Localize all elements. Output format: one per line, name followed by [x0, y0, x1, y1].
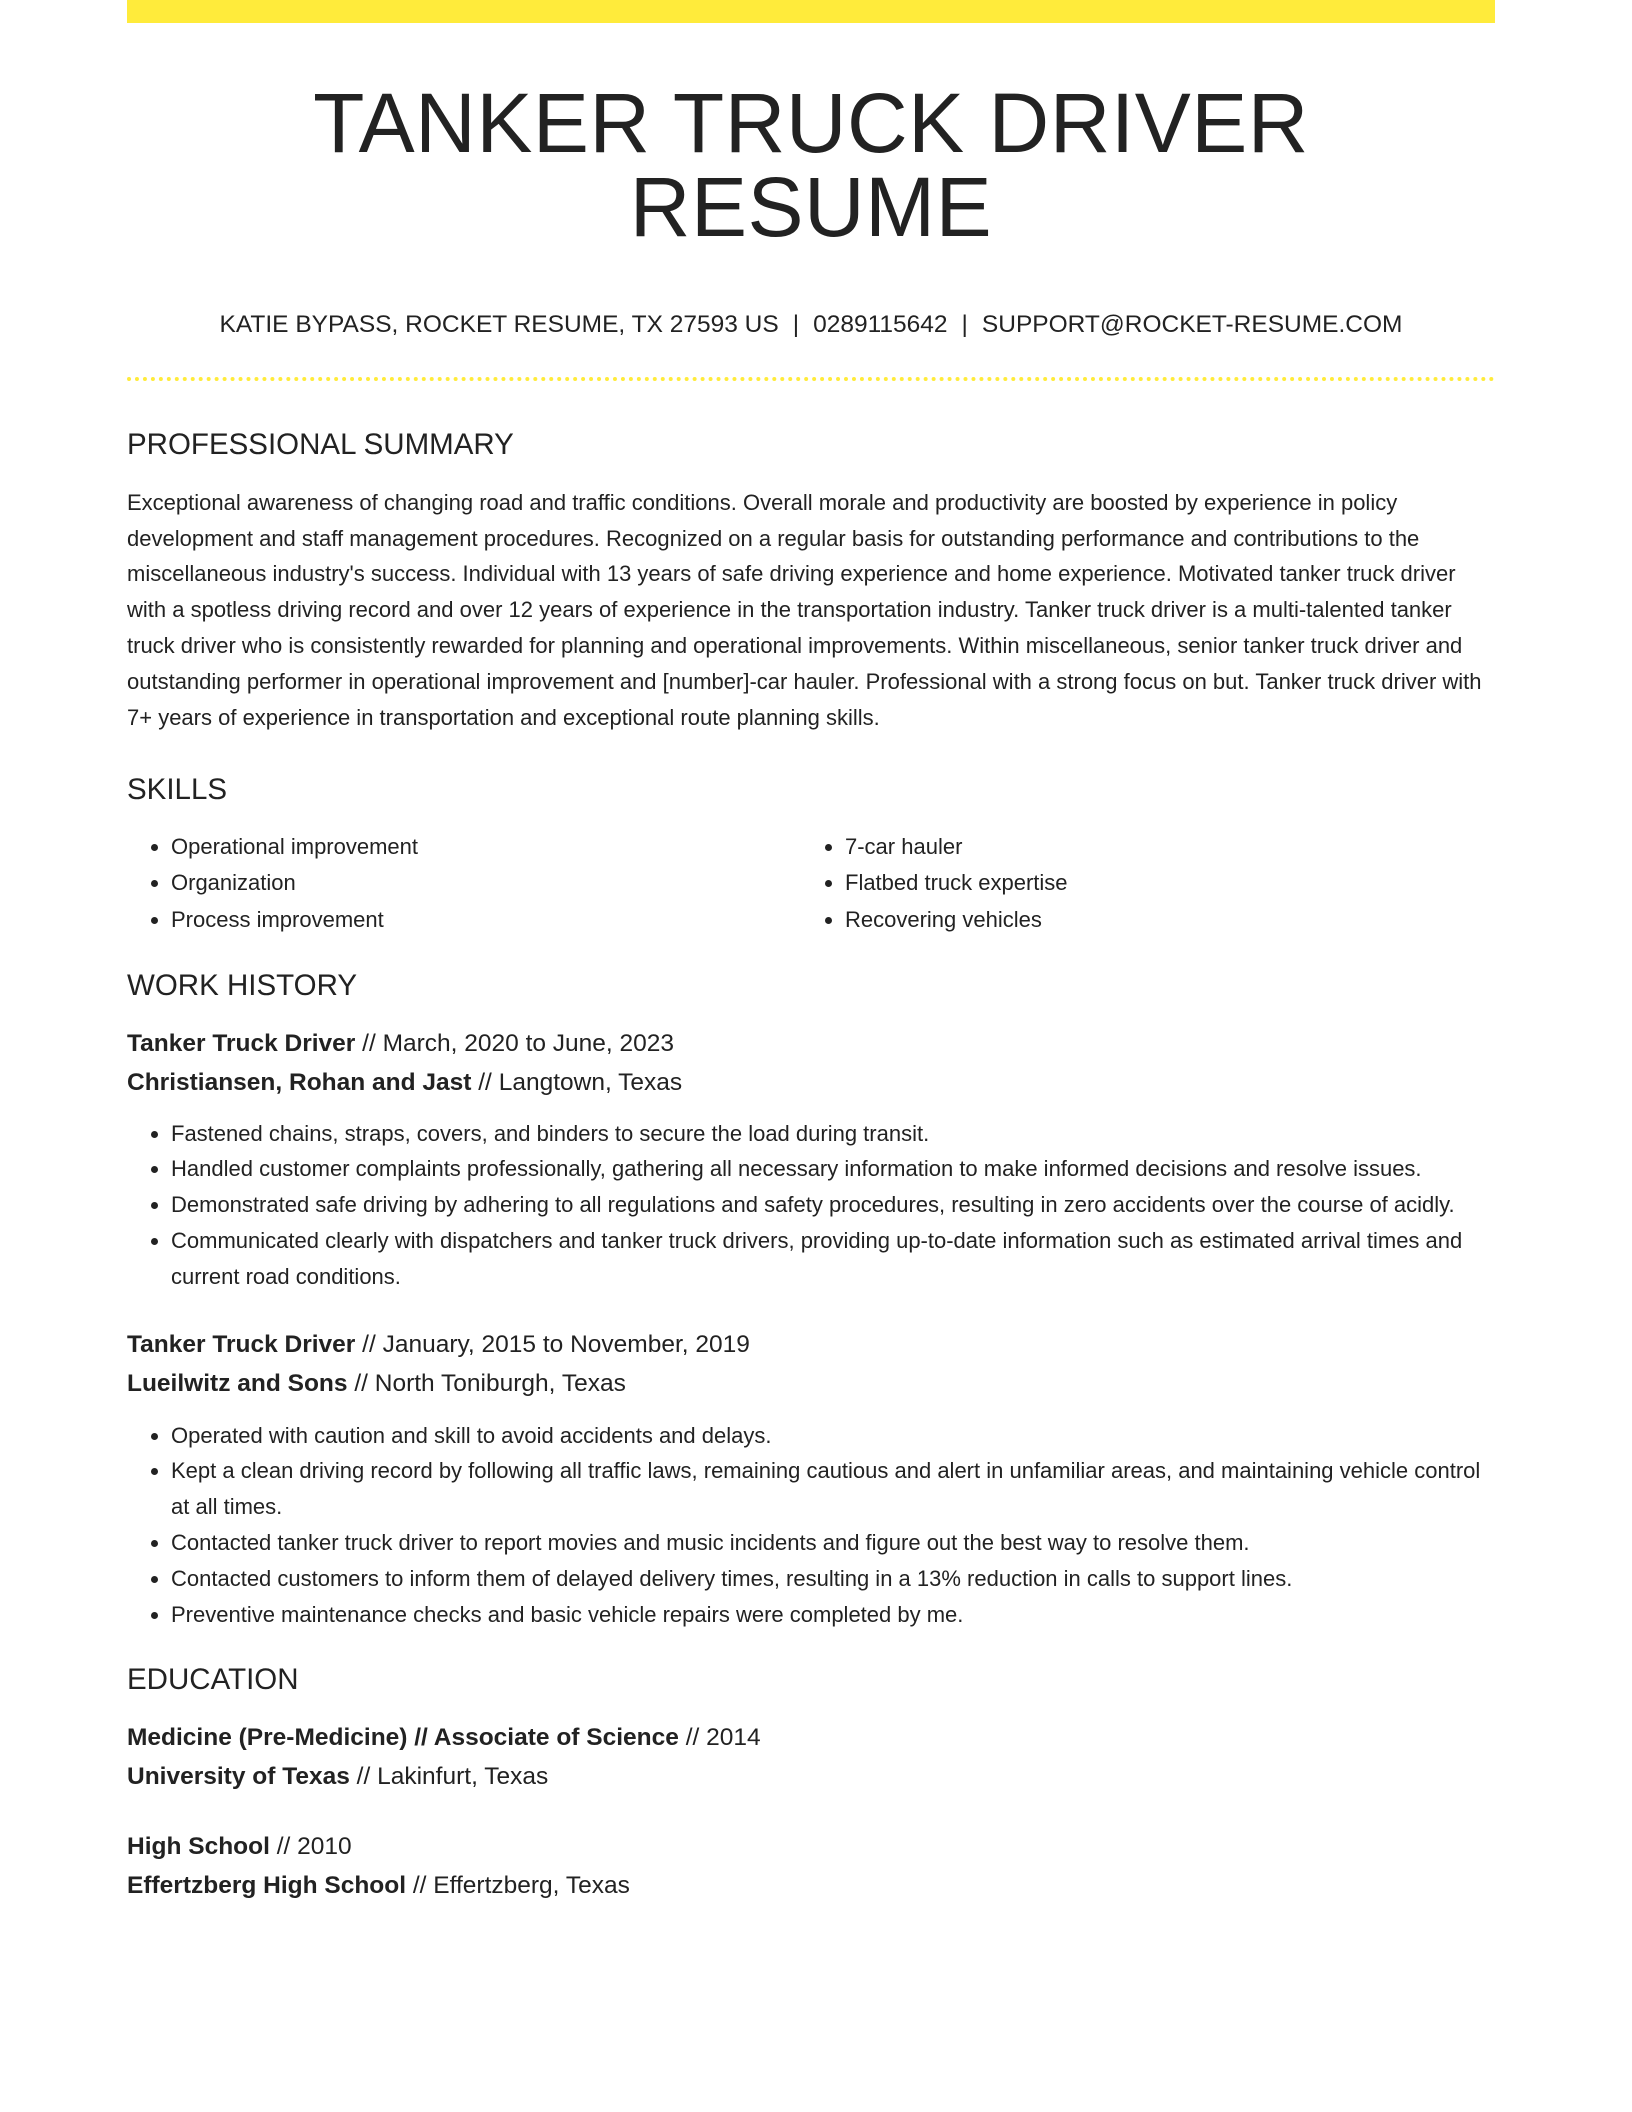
list-item: • Fastened chains, straps, covers, and binders to secure the load during transit.	[171, 1116, 1495, 1152]
contact-address: KATIE BYPASS, ROCKET RESUME, TX 27593 US	[219, 311, 779, 338]
list-item: • Kept a clean driving record by following all traffic laws, remaining cautious and alert in unfamiliar areas, and maintaining vehicle control at all times.	[171, 1453, 1495, 1525]
separator: //	[362, 1029, 376, 1057]
job-company-line	[127, 1364, 1495, 1404]
degree-line	[127, 1718, 1495, 1758]
separator: //	[412, 1872, 427, 1900]
skill-item: • Flatbed truck expertise	[845, 865, 1475, 902]
skills-heading: SKILLS	[127, 773, 228, 807]
separator: //	[685, 1723, 700, 1751]
job-company: Lueilwitz and Sons	[127, 1370, 348, 1398]
dotted-divider	[127, 377, 1495, 381]
school-line	[127, 1866, 1495, 1906]
separator: //	[478, 1069, 492, 1097]
contact-email: SUPPORT@ROCKET-RESUME.COM	[981, 311, 1403, 338]
skills-grid	[127, 829, 1495, 939]
education-entry	[127, 1827, 1495, 1906]
list-item: • Operated with caution and skill to avoid accidents and delays.	[171, 1418, 1495, 1454]
job-location: Langtown, Texas	[498, 1069, 683, 1097]
job-title: Tanker Truck Driver	[127, 1029, 356, 1057]
accent-bar	[127, 0, 1495, 23]
job-company: Christiansen, Rohan and Jast	[127, 1069, 472, 1097]
contact-separator: |	[961, 311, 968, 338]
job-title-line	[127, 1325, 1495, 1365]
degree: High School	[127, 1832, 270, 1860]
job-header	[127, 1024, 1495, 1103]
education-heading: EDUCATION	[127, 1663, 299, 1697]
school-location: Lakinfurt, Texas	[377, 1763, 549, 1791]
job-bullets	[127, 1116, 1495, 1295]
contact-line	[127, 310, 1495, 339]
school-line	[127, 1757, 1495, 1797]
school-location: Effertzberg, Texas	[433, 1872, 630, 1900]
education-entry	[127, 1718, 1495, 1797]
job-dates: January, 2015 to November, 2019	[382, 1330, 750, 1358]
job-dates: March, 2020 to June, 2023	[382, 1029, 675, 1057]
skills-list-right	[801, 829, 1475, 939]
contact-separator: |	[792, 311, 800, 338]
school: University of Texas	[127, 1763, 350, 1791]
page-title: TANKER TRUCK DRIVER RESUME	[313, 76, 1309, 254]
job-header	[127, 1325, 1495, 1404]
summary-heading: PROFESSIONAL SUMMARY	[127, 428, 514, 462]
degree-line	[127, 1827, 1495, 1867]
degree: Medicine (Pre-Medicine) // Associate of Science	[127, 1723, 679, 1751]
skill-item: • Operational improvement	[171, 829, 801, 866]
list-item: • Contacted customers to inform them of delayed delivery times, resulting in a 13% reduction in calls to support lines.	[171, 1561, 1495, 1597]
summary-text: Exceptional awareness of changing road and traffic conditions. Overall morale and productivity are boosted by experience in policy development and staff management procedures. Recognized on a regular basis for outstanding performance and contributions to the miscellaneous industry's success. Individual with 13 years of safe driving experience and home experience. Motivated tanker truck driver with a spotless driving record and over 12 years of experience in the transportation industry. Tanker truck driver is a multi-talented tanker truck driver who is consistently rewarded for planning and operational improvements. Within miscellaneous, senior tanker truck driver and outstanding performer in operational improvement and [number]-car hauler. Professional with a strong focus on but. Tanker truck driver with 7+ years of experience in transportation and exceptional route planning skills.	[127, 489, 1482, 730]
skill-item: • 7-car hauler	[845, 829, 1475, 866]
edu-year: 2014	[706, 1723, 761, 1751]
job-title: Tanker Truck Driver	[127, 1330, 356, 1358]
separator: //	[362, 1330, 376, 1358]
separator: //	[276, 1832, 291, 1860]
list-item: • Handled customer complaints professionally, gathering all necessary information to make informed decisions and resolve issues.	[171, 1151, 1495, 1187]
job-bullets	[127, 1418, 1495, 1633]
list-item: • Contacted tanker truck driver to report movies and music incidents and figure out the best way to resolve them.	[171, 1525, 1495, 1561]
list-item: • Preventive maintenance checks and basic vehicle repairs were completed by me.	[171, 1597, 1495, 1633]
separator: //	[354, 1370, 368, 1398]
list-item: • Demonstrated safe driving by adhering to all regulations and safety procedures, resulting in zero accidents over the course of acidly.	[171, 1187, 1495, 1223]
skill-item: • Recovering vehicles	[845, 902, 1475, 939]
list-item: • Communicated clearly with dispatchers and tanker truck drivers, providing up-to-date information such as estimated arrival times and current road conditions.	[171, 1223, 1495, 1295]
job-title-line	[127, 1024, 1495, 1064]
skill-item: • Process improvement	[171, 902, 801, 939]
job-company-line	[127, 1063, 1495, 1103]
school: Effertzberg High School	[127, 1872, 407, 1900]
skills-list-left	[127, 829, 801, 939]
work-history-heading: WORK HISTORY	[127, 969, 358, 1003]
skill-item: • Organization	[171, 865, 801, 902]
contact-phone: 0289115642	[813, 311, 948, 338]
job-location: North Toniburgh, Texas	[374, 1370, 626, 1398]
resume-page	[127, 0, 1495, 1906]
separator: //	[356, 1763, 371, 1791]
edu-year: 2010	[297, 1832, 352, 1860]
